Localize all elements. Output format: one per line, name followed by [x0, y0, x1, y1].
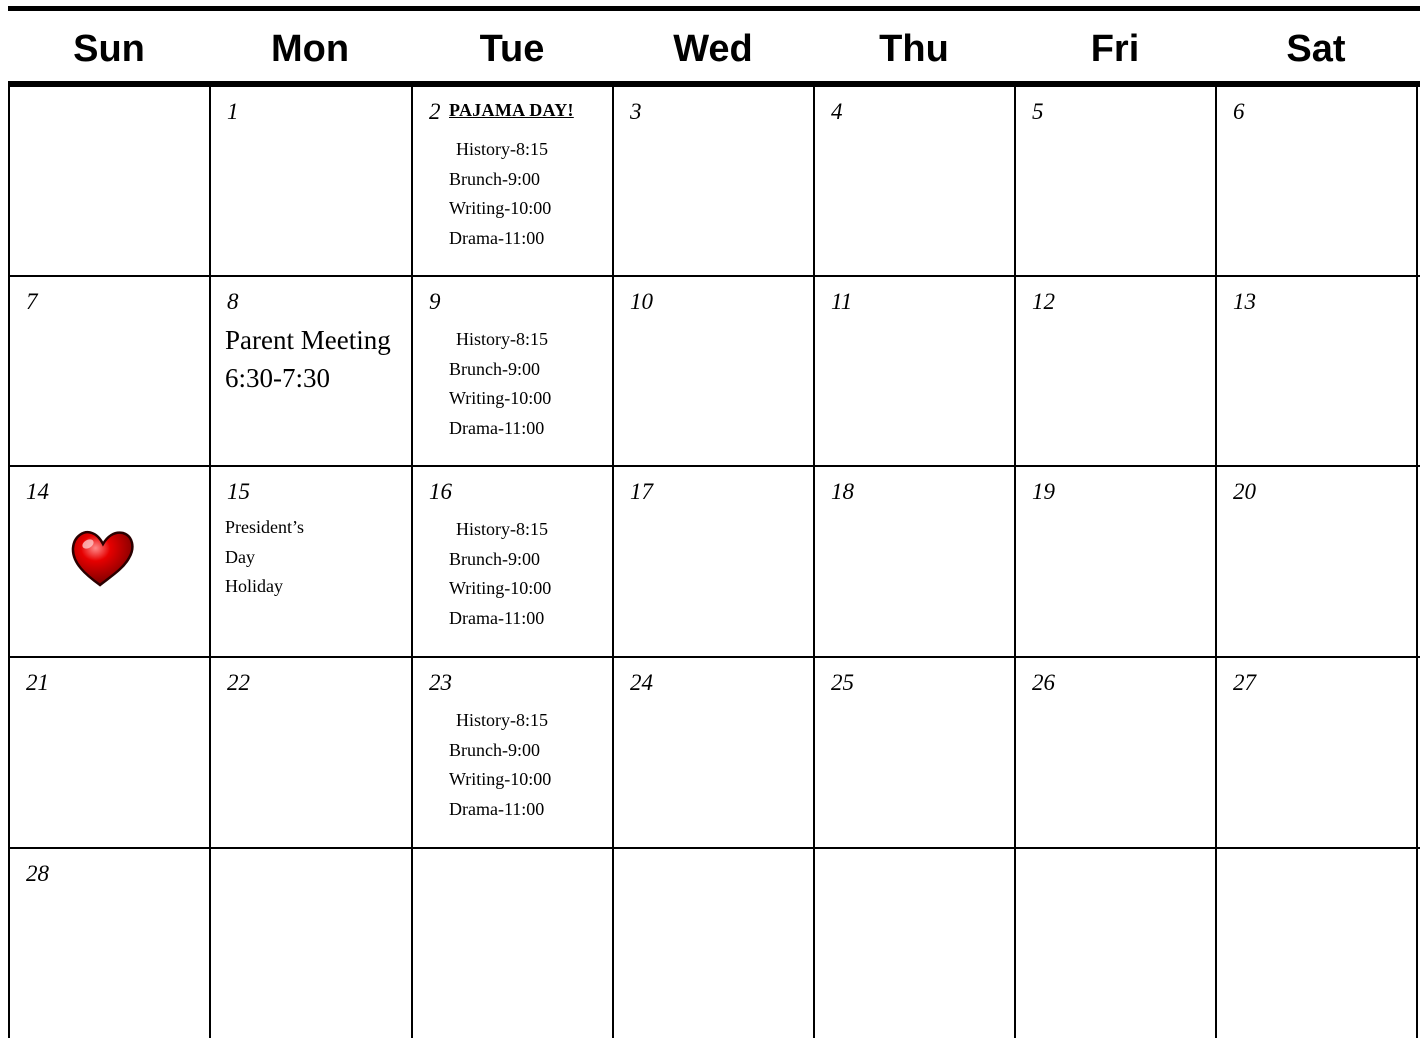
day-cell — [815, 849, 1013, 1035]
day-number: 21 — [26, 670, 49, 695]
day-number: 6 — [1233, 99, 1245, 124]
day-cell — [815, 467, 1013, 653]
weekday-wed: Wed — [673, 28, 753, 70]
tuesday-schedule — [449, 706, 609, 824]
schedule-item: Writing-10:00 — [449, 198, 552, 218]
day-cell — [614, 849, 812, 1035]
day-cell — [10, 277, 208, 463]
day-cell — [614, 467, 812, 653]
day-number: 5 — [1032, 99, 1044, 124]
day-number: 11 — [831, 289, 853, 314]
day-cell — [1217, 467, 1415, 653]
top-rule — [8, 6, 1420, 11]
pajama-day-label: PAJAMA DAY! — [449, 100, 574, 120]
day-number: 12 — [1032, 289, 1055, 314]
weekday-sat: Sat — [1286, 28, 1346, 70]
day-number: 17 — [630, 479, 653, 504]
day-cell — [10, 87, 208, 273]
grid-line — [1416, 87, 1418, 1038]
day-number: 1 — [227, 99, 239, 124]
schedule-item: Drama-11:00 — [449, 607, 545, 628]
day-cell — [211, 87, 409, 273]
schedule-item: History-8:15 — [456, 710, 548, 730]
day-cell — [211, 277, 409, 463]
day-number: 3 — [630, 99, 642, 124]
weekday-fri: Fri — [1090, 28, 1140, 70]
day-number: 13 — [1233, 289, 1256, 314]
schedule-item: Brunch-9:00 — [449, 168, 540, 189]
day-cell — [413, 849, 611, 1035]
day-number: 19 — [1032, 479, 1055, 504]
schedule-item: History-8:15 — [456, 519, 548, 539]
day-number: 7 — [26, 289, 38, 314]
day-cell — [1016, 87, 1214, 273]
weekday-mon: Mon — [270, 28, 350, 70]
day-number: 26 — [1032, 670, 1055, 695]
day-cell — [10, 467, 208, 653]
presidents-day-event — [225, 513, 304, 602]
day-cell — [1217, 87, 1415, 273]
day-number: 15 — [227, 479, 250, 504]
day-number: 18 — [831, 479, 854, 504]
day-number: 28 — [26, 861, 49, 886]
day-number: 8 — [227, 289, 239, 314]
day-cell — [413, 87, 611, 273]
day-number: 16 — [429, 479, 452, 504]
day-number: 24 — [630, 670, 653, 695]
day-number: 14 — [26, 479, 49, 504]
parent-meeting-event — [225, 321, 391, 397]
day-cell — [1217, 277, 1415, 463]
day-cell — [614, 277, 812, 463]
schedule-item: Brunch-9:00 — [449, 358, 540, 379]
day-cell — [211, 658, 409, 844]
day-cell — [413, 277, 611, 463]
schedule-item: Writing-10:00 — [449, 578, 552, 598]
day-cell — [1217, 849, 1415, 1035]
weekday-sun: Sun — [73, 28, 145, 70]
day-cell — [815, 658, 1013, 844]
event-title: Parent Meeting — [225, 325, 391, 355]
day-cell — [413, 658, 611, 844]
day-cell — [10, 849, 208, 1035]
day-number: 20 — [1233, 479, 1256, 504]
day-number: 4 — [831, 99, 843, 124]
day-cell — [1016, 467, 1214, 653]
tuesday-schedule — [449, 135, 609, 253]
day-cell — [10, 658, 208, 844]
day-cell — [1016, 277, 1214, 463]
day-number: 25 — [831, 670, 854, 695]
day-cell — [614, 658, 812, 844]
schedule-item: Brunch-9:00 — [449, 739, 540, 760]
schedule-item: Drama-11:00 — [449, 417, 545, 438]
schedule-item: History-8:15 — [456, 139, 548, 159]
tuesday-schedule — [449, 515, 609, 633]
day-number: 22 — [227, 670, 250, 695]
day-cell — [211, 849, 409, 1035]
schedule-item: Drama-11:00 — [449, 798, 545, 819]
event-line: President’s — [225, 517, 304, 537]
event-line: Day — [225, 546, 255, 567]
heart-icon — [70, 527, 136, 589]
day-cell — [1016, 849, 1214, 1035]
day-cell — [211, 467, 409, 653]
day-number: 10 — [630, 289, 653, 314]
day-number: 27 — [1233, 670, 1256, 695]
day-cell — [815, 87, 1013, 273]
day-number: 2 — [429, 99, 441, 124]
day-cell — [815, 277, 1013, 463]
schedule-item: Brunch-9:00 — [449, 548, 540, 569]
tuesday-schedule — [449, 325, 609, 443]
schedule-item: History-8:15 — [456, 329, 548, 349]
day-number: 9 — [429, 289, 441, 314]
weekday-thu: Thu — [879, 28, 949, 70]
day-cell — [614, 87, 812, 273]
schedule-item: Writing-10:00 — [449, 388, 552, 408]
day-cell — [1016, 658, 1214, 844]
day-cell — [413, 467, 611, 653]
weekday-tue: Tue — [479, 28, 545, 70]
schedule-item: Writing-10:00 — [449, 769, 552, 789]
day-number: 23 — [429, 670, 452, 695]
day-cell — [1217, 658, 1415, 844]
event-time: 6:30-7:30 — [225, 363, 330, 393]
schedule-item: Drama-11:00 — [449, 227, 545, 248]
event-line: Holiday — [225, 576, 283, 596]
